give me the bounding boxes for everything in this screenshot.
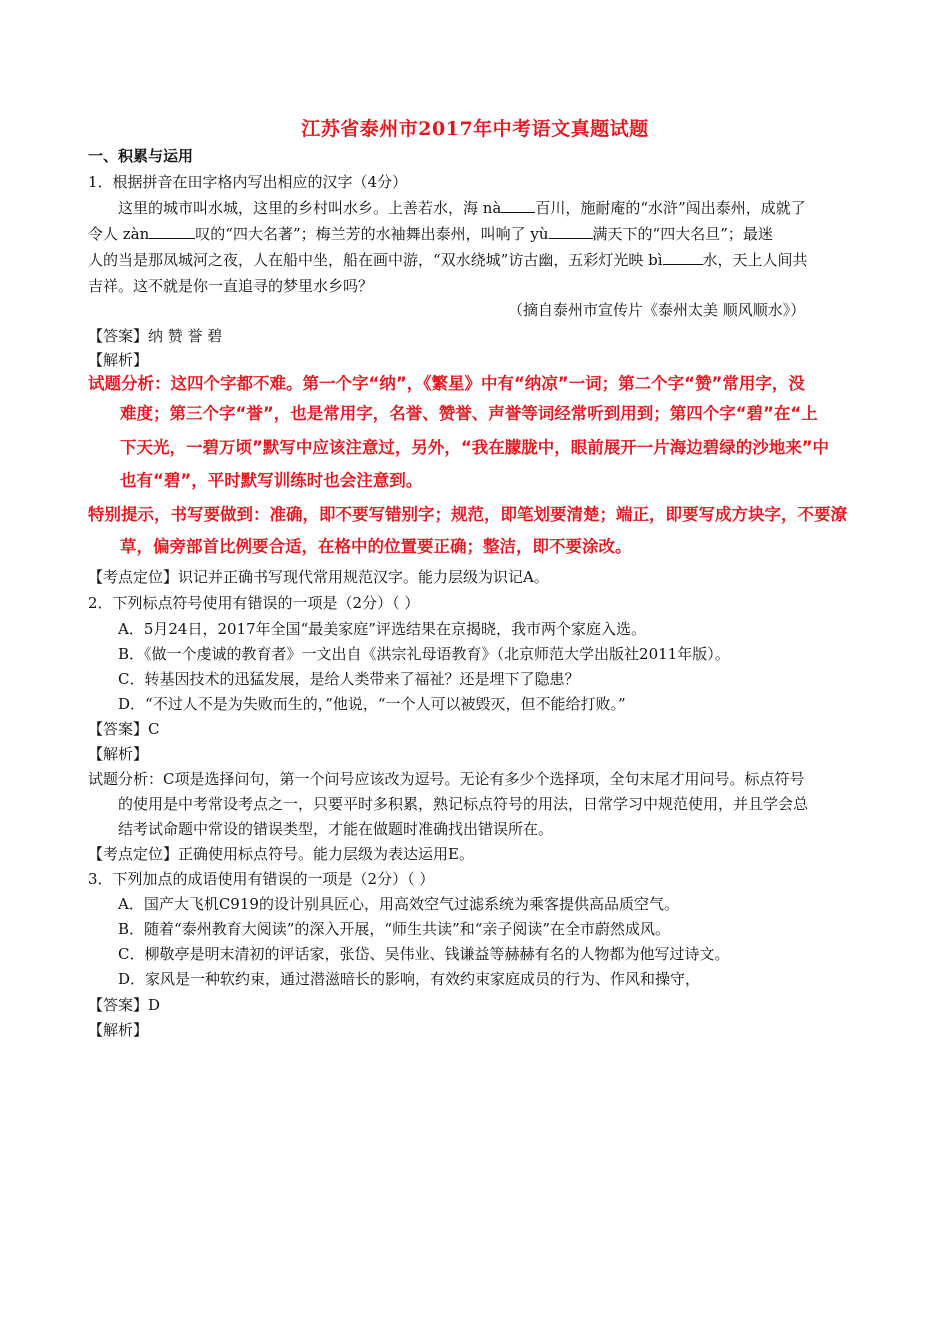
q2-option-d: D．“不过人不是为失败而生的，”他说，“一个人可以被毁灭，但不能给打败。” (118, 695, 626, 713)
q1-analysis-red-2: 难度；第三个字“誉”，也是常用字，名誉、赞誉、声誉等词经常听到用到；第四个字“碧”在“上 (120, 404, 818, 423)
q3-stem: 3．下列加点的成语使用有错误的一项是（2分）（ ） (88, 870, 435, 888)
q1-answer: 【答案】纳 赞 誉 碧 (88, 327, 223, 345)
answer-blank (149, 224, 195, 239)
q3-option-a: A．国产大飞机C919的设计别具匠心，用高效空气过滤系统为乘客提供高品质空气。 (118, 895, 679, 913)
q2-analysis-label: 【解析】 (88, 745, 149, 763)
q2-analysis-1: 试题分析：C项是选择问句，第一个问号应该改为逗号。无论有多少个选择项，全句末尾才用问号。标点符号 (88, 770, 805, 788)
q3-option-c: C．柳敬亭是明末清初的评话家，张岱、吴伟业、钱谦益等赫赫有名的人物都为他写过诗文。 (118, 945, 730, 963)
q1-analysis-red-1: 试题分析：这四个字都不难。第一个字“纳”，《繁星》中有“纳凉”一词；第二个字“赞”常用字，没 (88, 374, 805, 393)
q1-analysis-red-4: 也有“碧”，平时默写训练时也会注意到。 (120, 471, 423, 490)
q1-analysis-red-5: 特别提示，书写要做到：准确，即不要写错别字；规范，即笔划要清楚；端正，即要写成方块字，不要潦 (88, 505, 847, 524)
answer-blank (549, 224, 593, 239)
q1-source: （摘自泰州市宣传片《泰州太美 顺风顺水》） (508, 301, 806, 319)
q2-analysis-3: 结考试命题中常设的错误类型，才能在做题时准确找出错误所在。 (118, 820, 554, 838)
q2-option-a: A．5月24日，2017年全国“最美家庭”评选结果在京揭晓，我市两个家庭入选。 (118, 620, 646, 638)
q1-analysis-red-3: 下天光，一碧万顷”默写中应该注意过，另外，“我在朦胧中，眼前展开一片海边碧绿的沙地来”中 (120, 438, 830, 457)
q1-analysis-label: 【解析】 (88, 351, 149, 369)
answer-blank (663, 250, 703, 265)
q3-answer: 【答案】D (88, 996, 161, 1014)
q1-kaodian: 【考点定位】识记并正确书写现代常用规范汉字。能力层级为识记A。 (88, 568, 549, 586)
page-title: 江苏省泰州市2017年中考语文真题试题 (301, 118, 649, 140)
section-heading: 一、积累与运用 (88, 147, 194, 165)
q1-analysis-red-6: 草，偏旁部首比例要合适，在格中的位置要正确；整洁，即不要涂改。 (120, 537, 632, 556)
q1-passage-line-2: 令人 zàn 叹的“四大名著”；梅兰芳的水袖舞出泰州，叫响了 yù 满天下的“四大名旦”；最迷 (88, 225, 773, 243)
q1-passage-line-3: 人的当是那凤城河之夜，人在船中坐，船在画中游，“双水绕城”访古幽，五彩灯光映 bì 水，天上人间共 (88, 251, 808, 269)
q2-option-c: C．转基因技术的迅猛发展，是给人类带来了福祉？还是埋下了隐患？ (118, 670, 580, 688)
q3-analysis-label: 【解析】 (88, 1021, 149, 1039)
q1-stem: 1．根据拼音在田字格内写出相应的汉字（4分） (88, 173, 408, 191)
q2-analysis-2: 的使用是中考常设考点之一，只要平时多积累，熟记标点符号的用法，日常学习中规范使用，并且学会总 (118, 795, 809, 813)
q1-passage-line-4: 吉祥。这不就是你一直追寻的梦里水乡吗？ (88, 277, 374, 295)
q3-option-b: B．随着“泰州教育大阅读”的深入开展，“师生共读”和“亲子阅读”在全市蔚然成风。 (118, 920, 671, 938)
q2-answer: 【答案】C (88, 720, 160, 738)
q2-stem: 2．下列标点符号使用有错误的一项是（2分）（ ） (88, 594, 420, 612)
q3-option-d: D．家风是一种软约束，通过潜滋暗长的影响，有效约束家庭成员的行为、作风和操守， (118, 970, 701, 988)
q1-passage-line-1: 这里的城市叫水城，这里的乡村叫水乡。上善若水，海 nà 百川，施耐庵的“水浒”闯出泰州，成就了 (118, 199, 806, 217)
q2-option-b: B．《做一个虔诚的教育者》一文出自《洪宗礼母语教育》（北京师范大学出版社2011年版）。 (118, 645, 730, 663)
answer-blank (501, 198, 535, 213)
q2-kaodian: 【考点定位】正确使用标点符号。能力层级为表达运用E。 (88, 845, 474, 863)
